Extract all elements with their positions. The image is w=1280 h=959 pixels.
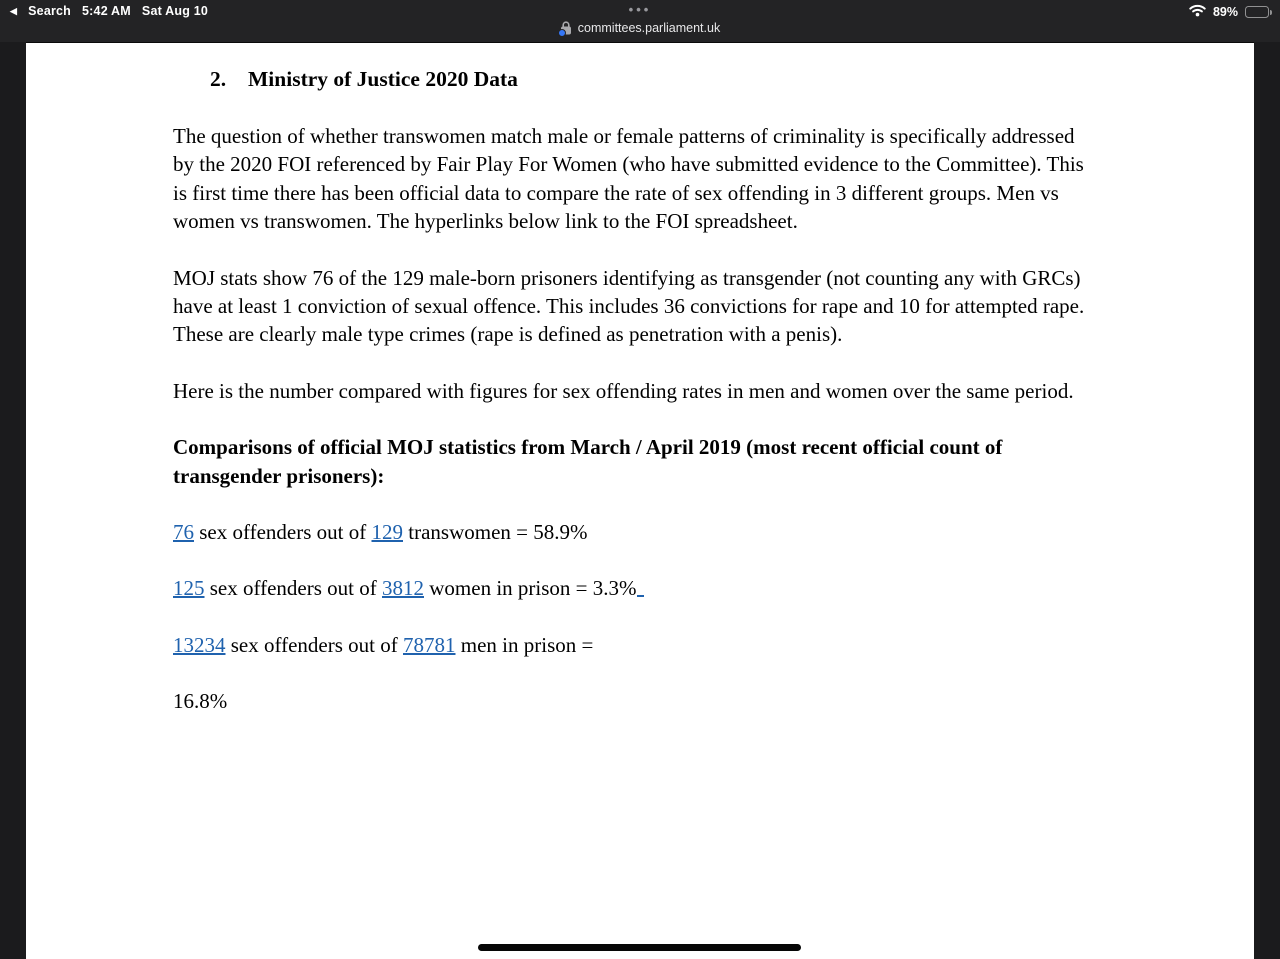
men-percentage-value: 16.8% [173,689,228,714]
tab-overview-dots-icon[interactable]: ••• [628,2,652,17]
stat-line-women [173,574,1099,602]
paragraph-moj-stats: MOJ stats show 76 of the 129 male-born prisoners identifying as transgender (not counting any with GRCs) have at least 1 conviction of sexual offence. This includes 36 convictions for rape and 10 for attempted rape. These are clearly male type crimes (rape is defined as penetration with a penis). [173,265,1085,347]
stat-text: men in prison = [455,632,594,657]
foi-link-3812[interactable]: 3812 [382,576,424,601]
battery-percent-label: 89% [1212,5,1238,19]
back-to-search-label[interactable]: Search [28,4,72,18]
battery-icon [1245,6,1269,18]
trailing-underline-artifact [637,595,644,597]
section-heading [210,64,1254,94]
stat-text: sex offenders out of [194,520,372,545]
browser-top-chrome [0,0,1280,42]
foi-link-129[interactable]: 129 [371,520,403,545]
comparisons-heading: Comparisons of official MOJ statistics from March / April 2019 (most recent official count of transgender prisoners): [173,435,1003,488]
document-content [26,43,1254,716]
paragraph-intro: The question of whether transwomen match male or female patterns of criminality is specifically addressed by the 2020 FOI referenced by Fair Play For Women (who have submitted evidence to the Committee). This is first time there has been official data to compare the rate of sex offending in 3 different groups. Men vs women vs transwomen. The hyperlinks below link to the FOI spreadsheet. [173,124,1084,234]
lock-badge-icon [558,29,566,37]
foi-link-78781[interactable]: 78781 [403,632,456,657]
stat-line-men [173,631,1099,659]
paragraph-comparison-intro: Here is the number compared with figures for sex offending rates in men and women over the same period. [173,378,1074,403]
document-page [26,42,1254,959]
foi-link-76[interactable]: 76 [173,520,194,545]
stat-text: sex offenders out of [204,576,382,601]
stat-text: sex offenders out of [225,632,403,657]
address-bar-url[interactable]: committees.parliament.uk [577,21,721,35]
status-date: Sat Aug 10 [141,4,209,18]
stat-line-transwomen [173,518,1099,546]
back-to-search-icon[interactable]: ◀ [10,5,18,16]
section-number: 2. [210,67,227,91]
address-bar[interactable] [0,19,1280,37]
foi-link-125[interactable]: 125 [173,576,205,601]
lock-icon [560,21,572,35]
home-indicator[interactable] [478,944,801,951]
status-time: 5:42 AM [82,4,131,18]
section-title: Ministry of Justice 2020 Data [248,67,518,91]
stat-text: women in prison = 3.3% [424,576,637,601]
status-bar-right [1189,4,1269,20]
stat-text: transwomen = 58.9% [403,520,588,545]
wifi-icon [1189,4,1206,20]
foi-link-13234[interactable]: 13234 [173,632,226,657]
